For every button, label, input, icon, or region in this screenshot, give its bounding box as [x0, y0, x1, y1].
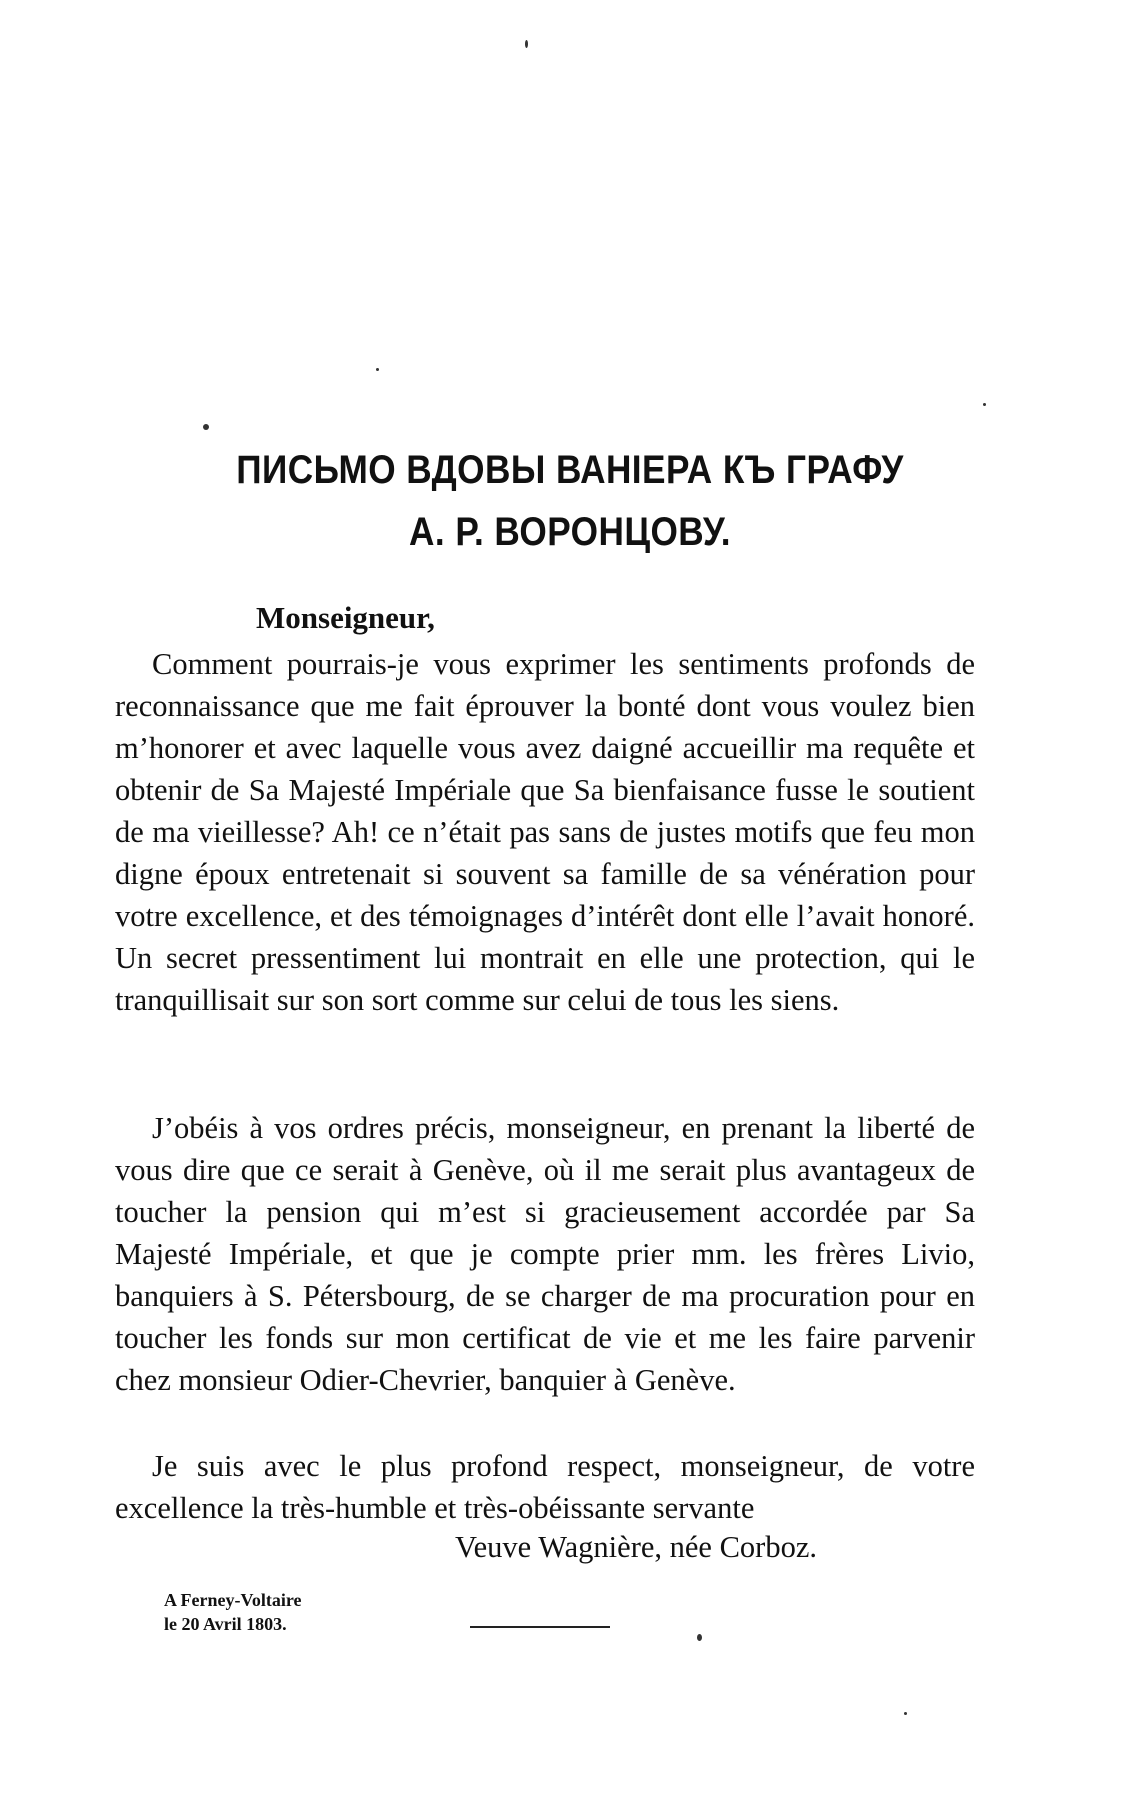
signature: Veuve Wagnière, née Corboz. — [455, 1530, 817, 1564]
print-speck — [525, 40, 528, 48]
paragraph-closing: Je suis avec le plus profond respect, monseigneur, de votre excellence la très-humble et très-obéissante servante — [115, 1449, 975, 1525]
date-line: le 20 Avril 1803. — [164, 1614, 287, 1634]
letter-title: ПИСЬМО ВДОВЫ ВАНІЕРА КЪ ГРАФУ — [236, 448, 904, 492]
print-speck — [904, 1712, 907, 1715]
print-speck — [697, 1634, 702, 1641]
paragraph-gratitude: Comment pourrais-je vous exprimer les sentiments profonds de reconnaissance que me fait éprouver la bonté dont vous voulez bien m’honorer et avec laquelle vous avez daigné accueillir ma requête et obtenir de Sa Majesté Impériale que Sa bienfaisance fusse le soutient de ma vieillesse? Ah! ce n’était pas sans de justes motifs que feu mon digne époux entretenait si souvent sa famille de sa vénération pour votre excellence, et des témoignages d’intérêt dont elle l’avait honoré. Un secret pressentiment lui montrait en elle une protection, qui le tranquillisait sur son sort comme sur celui de tous les siens. — [115, 647, 975, 1017]
paragraph-pension-request: J’obéis à vos ordres précis, monseigneur, en prenant la liberté de vous dire que ce serait à Genève, où il me serait plus avantageux de toucher la pension qui m’est si gracieusement accordée par Sa Majesté Impériale, et que je compte prier mm. les frères Livio, banquiers à S. Pétersbourg, de se charger de ma procuration pour en toucher les fonds sur mon certificat de vie et me les faire parvenir chez monsieur Odier-Chevrier, banquier à Genève. — [115, 1111, 975, 1397]
print-speck — [376, 368, 379, 371]
salutation: Monseigneur, — [256, 600, 435, 635]
print-speck — [983, 403, 986, 406]
letter-title-recipient: А. Р. ВОРОНЦОВУ. — [409, 510, 731, 554]
print-speck — [203, 424, 209, 430]
closing-rule — [470, 1626, 610, 1628]
place-date-block — [164, 1588, 301, 1636]
place-line: A Ferney-Voltaire — [164, 1590, 302, 1610]
